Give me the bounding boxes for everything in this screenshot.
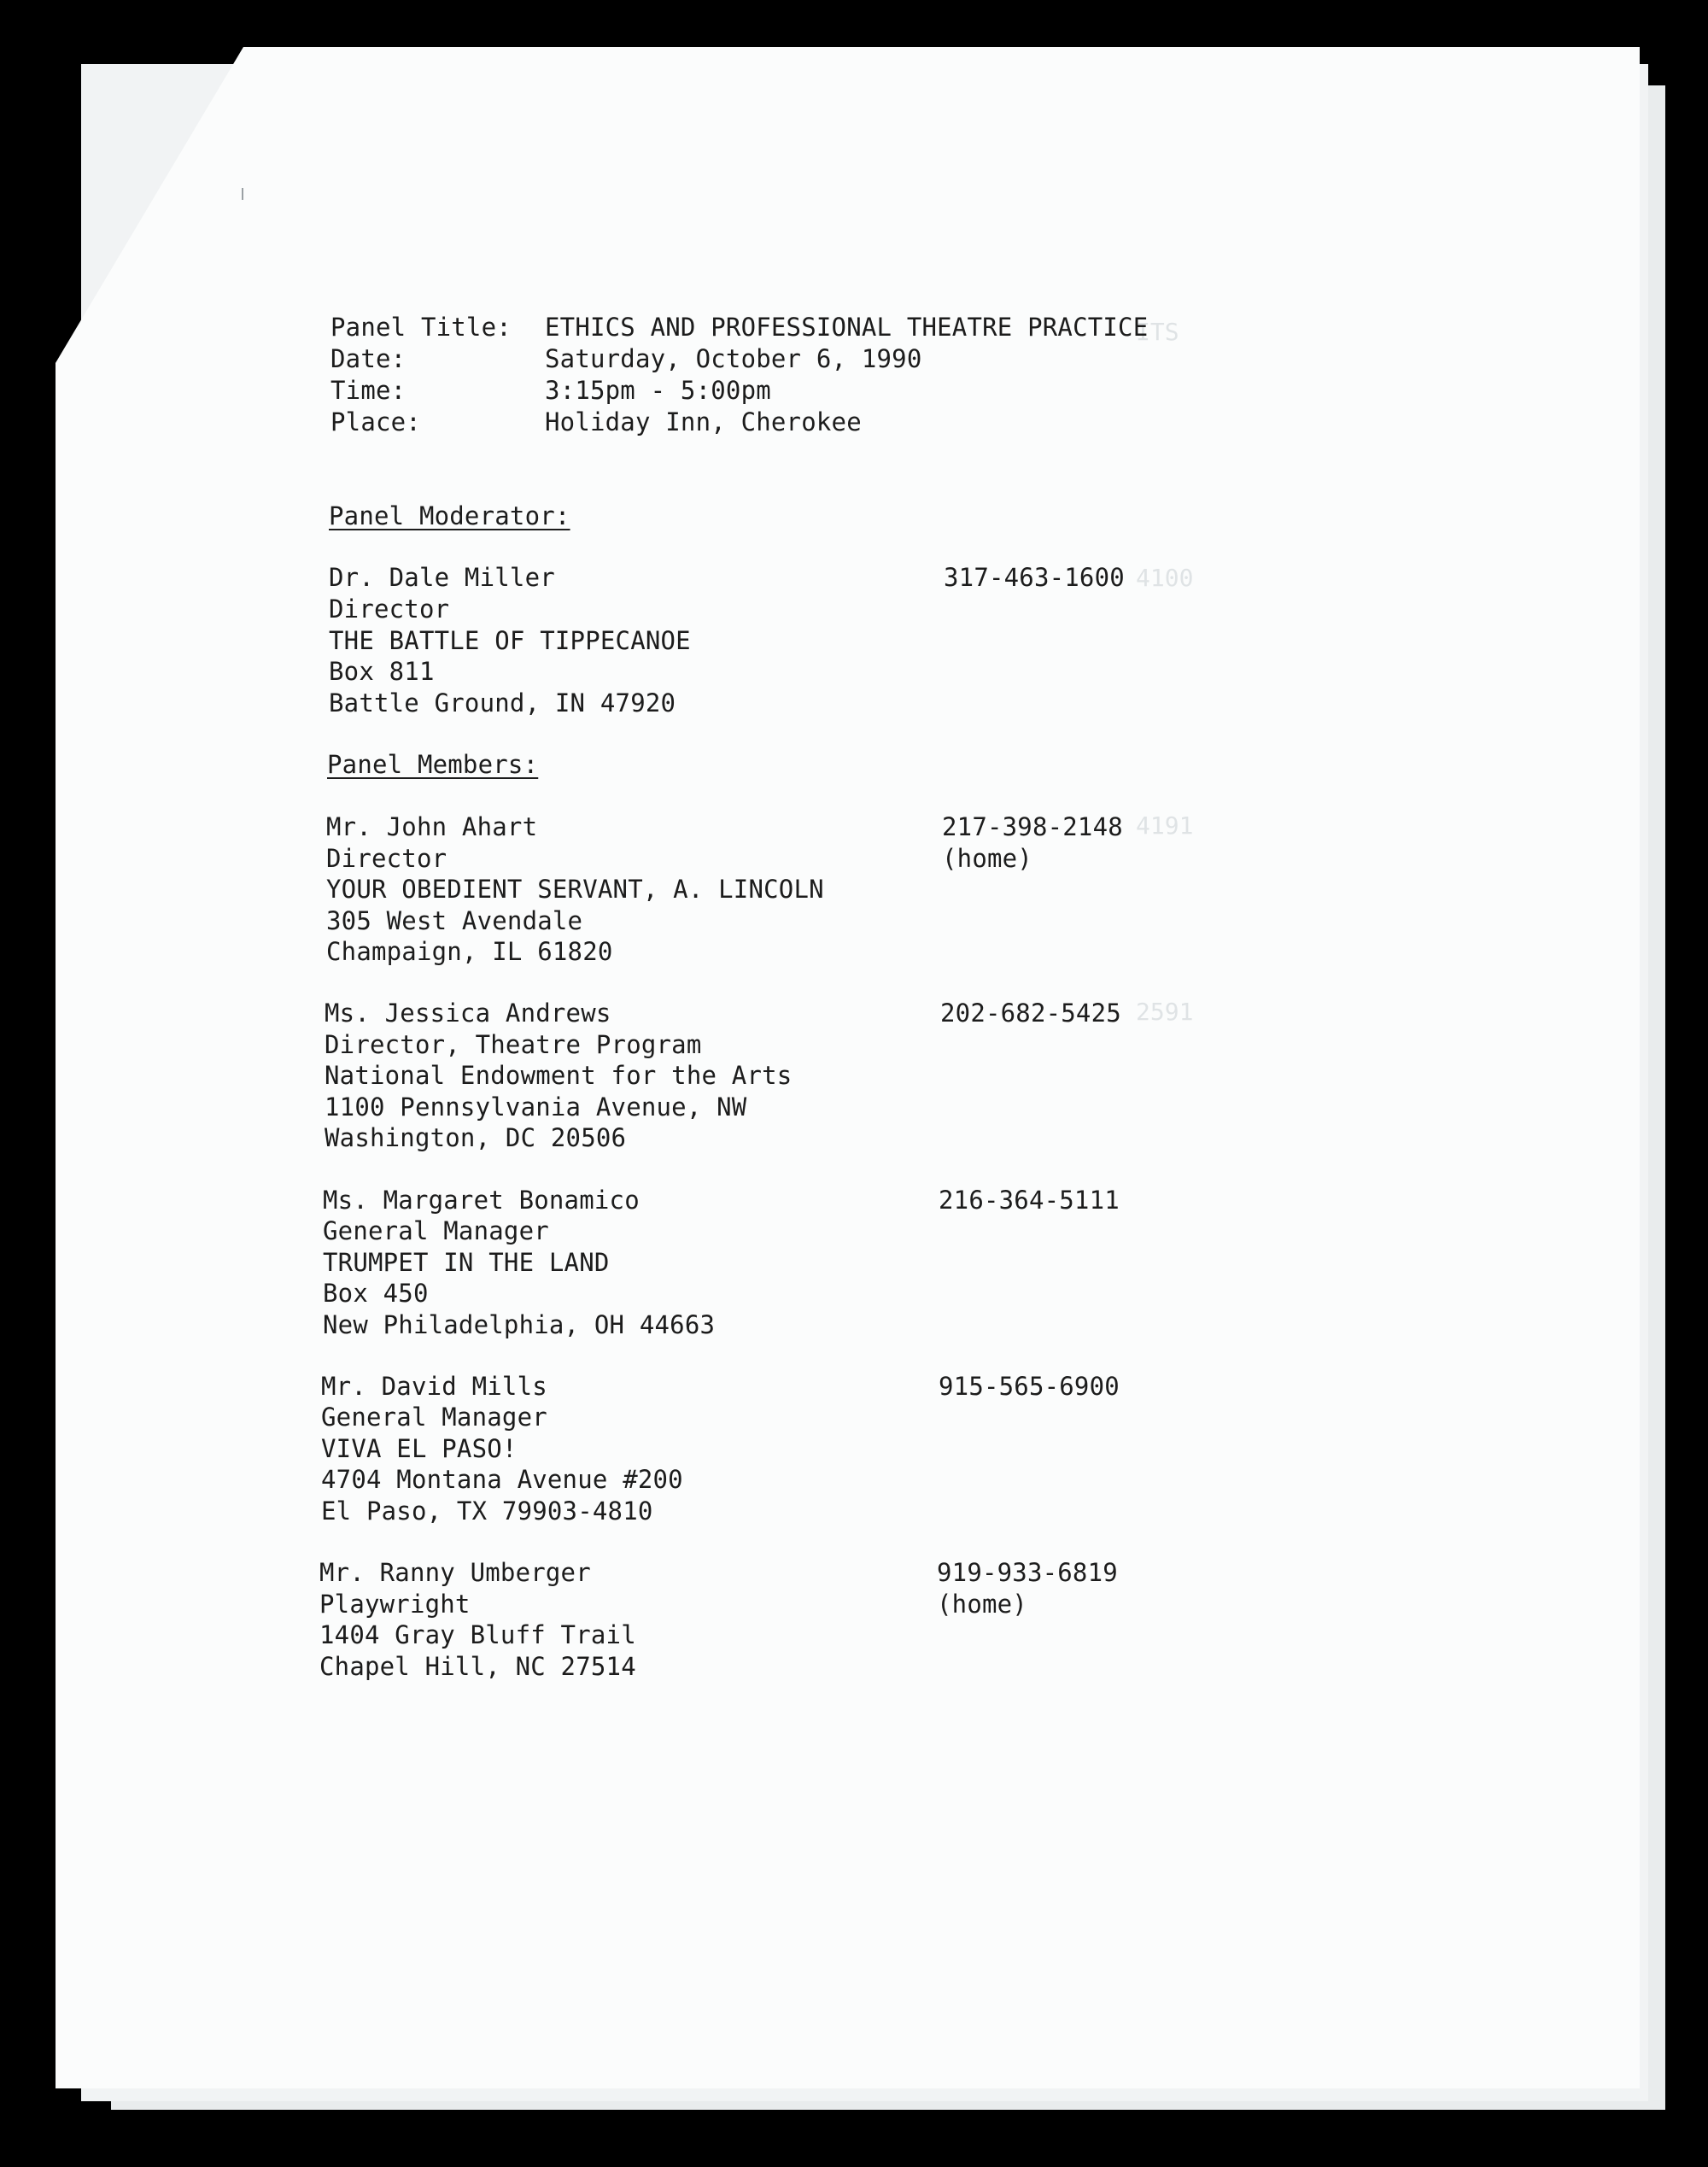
panel-title-value: ETHICS AND PROFESSIONAL THEATRE PRACTICE [545, 313, 1149, 342]
member-line: Playwright [319, 1590, 471, 1619]
member-line: Mr. Ranny Umberger [319, 1558, 591, 1587]
time-value: 3:15pm - 5:00pm [545, 376, 771, 405]
moderator-line: Director [329, 594, 450, 624]
member-phone-note: (home) [937, 1590, 1027, 1619]
member-line: El Paso, TX 79903-4810 [321, 1496, 653, 1526]
member-line: 305 West Avendale [326, 906, 583, 935]
moderator-line: Dr. Dale Miller [329, 563, 555, 592]
member-phone: 202-682-5425 [940, 999, 1121, 1028]
members-heading: Panel Members: [327, 750, 539, 779]
member-phone: 919-933-6819 [937, 1558, 1118, 1587]
member-line: Ms. Jessica Andrews [325, 999, 611, 1028]
moderator-line: THE BATTLE OF TIPPECANOE [329, 626, 691, 655]
member-line: Director [326, 844, 447, 873]
show-through-mark: 2591 [1136, 998, 1194, 1026]
member-line: Ms. Margaret Bonamico [323, 1186, 640, 1215]
place-value: Holiday Inn, Cherokee [545, 407, 862, 436]
member-line: Champaign, IL 61820 [326, 937, 613, 966]
show-through-mark: 4191 [1136, 811, 1194, 840]
member-line: Director, Theatre Program [325, 1030, 702, 1059]
moderator-line: Box 811 [329, 657, 435, 686]
member-phone: 915-565-6900 [939, 1372, 1120, 1401]
member-line: 1100 Pennsylvania Avenue, NW [325, 1092, 747, 1122]
show-through-mark: 4100 [1136, 564, 1194, 592]
show-through-mark: ITS [1136, 318, 1179, 346]
date-value: Saturday, October 6, 1990 [545, 344, 922, 373]
member-line: Washington, DC 20506 [325, 1123, 627, 1152]
member-phone: 216-364-5111 [939, 1186, 1120, 1215]
panel-title-label: Panel Title: [330, 313, 512, 342]
member-phone: 217-398-2148 [942, 812, 1123, 841]
member-line: General Manager [323, 1216, 549, 1245]
member-line: 4704 Montana Avenue #200 [321, 1465, 683, 1494]
member-phone-note: (home) [942, 844, 1032, 873]
member-line: Chapel Hill, NC 27514 [319, 1652, 636, 1681]
place-label: Place: [330, 407, 421, 436]
moderator-phone: 317-463-1600 [944, 563, 1125, 592]
member-line: Mr. David Mills [321, 1372, 547, 1401]
time-label: Time: [330, 376, 407, 405]
member-line: Box 450 [323, 1279, 429, 1308]
member-line: 1404 Gray Bluff Trail [319, 1620, 636, 1649]
member-line: TRUMPET IN THE LAND [323, 1248, 610, 1277]
member-line: VIVA EL PASO! [321, 1434, 518, 1463]
member-line: National Endowment for the Arts [325, 1061, 793, 1090]
member-line: New Philadelphia, OH 44663 [323, 1310, 716, 1339]
member-line: YOUR OBEDIENT SERVANT, A. LINCOLN [326, 875, 824, 904]
member-line: Mr. John Ahart [326, 812, 538, 841]
moderator-heading: Panel Moderator: [329, 501, 570, 530]
date-label: Date: [330, 344, 407, 373]
member-line: General Manager [321, 1403, 547, 1432]
moderator-line: Battle Ground, IN 47920 [329, 688, 676, 717]
